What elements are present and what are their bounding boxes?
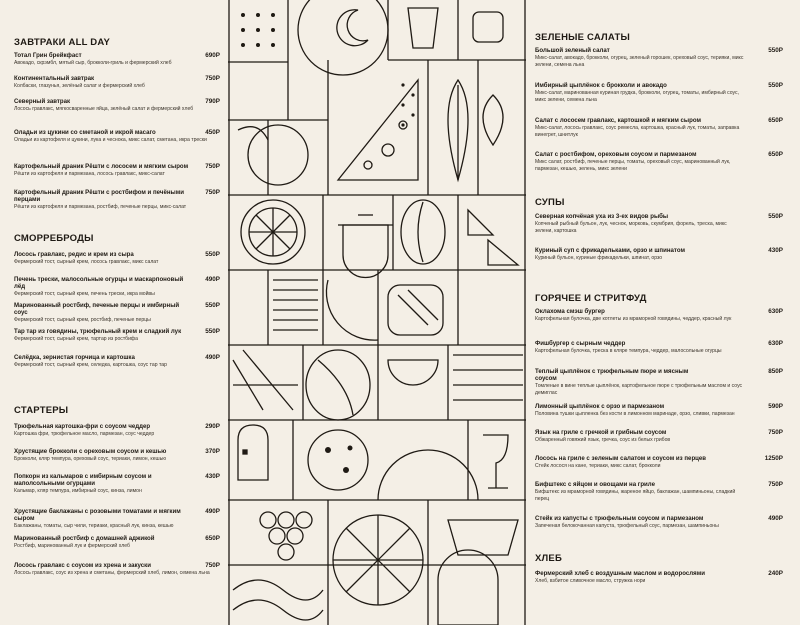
item-name: Куриный суп с фрикадельками, орзо и шпинатом [535,247,685,254]
menu-item [14,163,220,178]
menu-item [14,535,220,550]
item-description: Рёшти из картофеля и пармезана, лосось гравлакс, микс-салат [14,171,165,178]
item-description: Фермерский тост, сырный крем, селедка, картошка, соус тар тар [14,362,167,369]
item-description: Фермерский тост, сырный крем, тартар из ростбифа [14,336,138,343]
item-price: 490Р [205,276,220,283]
item-name: Северная копчёная уха из 3-ех видов рыбы [535,213,669,220]
item-name: Тотал Грин брейкфаст [14,52,82,59]
item-description: Картофельная булочка, две котлеты из мраморной говядины, чеддер, красный лук [535,316,732,323]
item-description: Бифштекс из мраморной говядины, жареное яйцо, баклажан, шампиньоны, сладкий перец [535,489,736,502]
item-description: Баклажаны, томаты, сыр чили, териаки, красный лук, кинза, кешью [14,523,174,530]
item-name: Маринованный ростбиф с домашней аджикой [14,535,155,542]
item-price: 790Р [205,98,220,105]
item-name: Хрустящие баклажаны с розовыми томатами и мягким сыром [14,508,181,523]
item-price: 490Р [205,508,220,515]
item-price: 630Р [768,308,783,315]
menu-item [14,75,220,90]
menu-item [14,129,220,144]
menu-item [14,328,220,343]
menu-item [535,455,783,470]
section-title-soups: СУПЫ [535,197,565,208]
menu-item [535,515,783,530]
menu-item [14,52,220,67]
item-name: Хрустящие брокколи с ореховым соусом и кешью [14,448,167,455]
menu-item [14,189,220,211]
menu-item [535,481,783,502]
item-price: 650Р [768,151,783,158]
item-price: 430Р [768,247,783,254]
menu-item [535,403,783,418]
item-name: Фишбургер с сырным чеддер [535,340,626,347]
item-price: 750Р [768,429,783,436]
item-description: Фермерский тост, сырный крем, ростбиф, печеные перцы [14,317,151,324]
item-description: Ростбиф, маринованный лук и фермерский хлеб [14,543,130,550]
section-title-bread: ХЛЕБ [535,553,562,564]
item-description: Обжаренный говяжий язык, гречка, соус из белых грибов [535,437,671,444]
item-price: 450Р [205,129,220,136]
section-title-smorrebrods: СМОРРЕБРОДЫ [14,233,94,244]
item-price: 1250Р [764,455,783,462]
item-name: Большой зеленый салат [535,47,610,54]
section-title-green-salads: ЗЕЛЕНЫЕ САЛАТЫ [535,32,630,43]
menu-item [535,340,783,355]
decorative-food-pattern [228,0,526,625]
item-description: Брокколи, кляр темпура, ореховый соус, териаки, лимон, кешью [14,456,167,463]
menu-item [14,508,220,530]
item-description: Запеченая белокочанная капуста, трюфельный соус, пармезан, шампиньоны [535,523,719,530]
item-name: Язык на гриле с гречкой и грибным соусом [535,429,667,436]
item-name: Попкорн из кальмаров с имбирным соусом и маполсольными огурцами [14,473,152,488]
menu-item [535,368,783,396]
item-name: Имбирный цыплёнок с брокколи и авокадо [535,82,667,89]
menu-item [14,448,220,463]
item-description: Половина тушки цыпленка без кости в лимонном маринаде, орзо, сливки, пармезан [535,411,735,418]
item-name: Теплый цыплёнок с трюфельным пюре и мясным соусом [535,368,689,383]
item-name: Тар тар из говядины, трюфельный крем и сладкий лук [14,328,182,335]
item-price: 550Р [768,213,783,220]
item-price: 290Р [205,423,220,430]
menu-item [535,213,783,234]
item-description: Лосось гравлакс, мягкосваренные яйца, зелёный салат и фермерский хлеб [14,106,194,113]
menu-item [535,570,783,585]
item-description: Томленые в вине теплые цыплёнок, картофельное пюре с трюфельным маслом и соус демиглас [535,383,743,396]
item-name: Стейк из капусты с трюфельным соусом и пармезаном [535,515,704,522]
menu-item [535,429,783,444]
item-price: 690Р [205,52,220,59]
item-name: Континентальный завтрак [14,75,95,82]
item-description: Колбаски, глазунья, зелёный салат и фермерский хлеб [14,83,145,90]
item-price: 550Р [205,302,220,309]
item-name: Бифштекс с яйцом и овощами на гриле [535,481,655,488]
item-description: Микс-салат, маринованная куриная грудка, брокколи, огурец, томаты, имбирный соус, микс зелени, семена льна [535,90,739,103]
menu-item [14,98,220,113]
item-description: Стейк лосося на кане, териаки, микс салат, брокколи [535,463,661,470]
item-price: 650Р [768,117,783,124]
item-price: 650Р [205,535,220,542]
menu-item [535,247,783,262]
item-name: Лосось на гриле с зеленым салатом и соусом из перцев [535,455,707,462]
menu-item [14,354,220,369]
item-price: 370Р [205,448,220,455]
geometric-food-line-art-pattern-icon [228,0,526,625]
item-description: Микс-салат, лосось гравлакс, соус ремесла, картошка, красный лук, томаты, заправка винегрет, шнитлук [535,125,740,138]
item-description: Картошка фри, трюфельное масло, пармезан, соус чеддер [14,431,155,438]
item-name: Лимонный цыплёнок с орзо и пармезаном [535,403,665,410]
menu-item [14,473,220,495]
item-description: Кальмар, кляр темпура, имбирный соус, кинза, лимон [14,488,142,495]
item-name: Трюфельная картошка-фри с соусом чеддер [14,423,151,430]
menu-item [535,308,783,323]
section-title-starters: СТАРТЕРЫ [14,405,69,416]
item-price: 590Р [768,403,783,410]
item-price: 750Р [205,562,220,569]
menu-item [535,82,783,103]
item-description: Оладьи из картофеля и цукини, лука и чеснока, микс салат, сметана, икра трески [14,137,207,144]
item-price: 750Р [768,481,783,488]
item-price: 750Р [205,163,220,170]
item-description: Фермерский тост, сырный крем, печень трески, икра мойвы [14,291,155,298]
item-name: Оклахома смэш бургер [535,308,605,315]
menu-item [14,302,220,324]
menu-item [535,151,783,172]
item-price: 750Р [205,189,220,196]
item-price: 550Р [205,251,220,258]
item-price: 550Р [768,47,783,54]
menu-item [535,117,783,138]
menu-item [14,562,220,577]
item-name: Печень трески, малосольные огурцы и маскарпоновый лёд [14,276,184,291]
item-description: Картофельная булочка, треска в кляре темпура, чеддер, малосольные огурцы [535,348,722,355]
item-price: 630Р [768,340,783,347]
section-title-hot-streetfood: ГОРЯЧЕЕ И СТРИТФУД [535,293,647,304]
item-price: 490Р [205,354,220,361]
item-price: 430Р [205,473,220,480]
section-title-breakfasts: ЗАВТРАКИ ALL DAY [14,37,111,48]
item-description: Рёшти из картофеля и пармезана, ростбиф, печеные перцы, микс-салат [14,204,187,211]
item-description: Авокадо, скрэмбл, мятый сыр, брокколи-гриль и фермерский хлеб [14,60,172,67]
item-price: 550Р [768,82,783,89]
item-description: Копченый рыбный бульон, лук, чеснок, морковь, скумбрия, форель, треска, микс зелени, картошка [535,221,727,234]
item-name: Лосось гравлакс, редис и крем из сыра [14,251,134,258]
item-price: 240Р [768,570,783,577]
item-name: Картофельный драник Рёшти с лососем и мягким сыром [14,163,189,170]
item-price: 750Р [205,75,220,82]
item-name: Картофельный драник Рёшти с ростбифом и печёными перцами [14,189,184,204]
menu-item [14,276,220,298]
item-name: Селёдка, зернистая горчица и картошка [14,354,135,361]
item-price: 850Р [768,368,783,375]
item-name: Северный завтрак [14,98,71,105]
item-description: Микс-салат, авокадо, брокколи, огурец, зеленый горошек, ореховый соус, терияки, микс зелени, семена льна [535,55,744,68]
item-description: Микс салат, ростбиф, печеные перцы, томаты, ореховый соус, маринованный лук, пармезан, кешью, зелень, микс зелени [535,159,731,172]
item-name: Оладьи из цукини со сметаной и икрой масаго [14,129,156,136]
item-name: Салат с ростбифом, ореховым соусом и пармезаном [535,151,697,158]
item-description: Лосось гравлакс, соус из хрена и сметаны, фермерский хлеб, лимон, семена льна [14,570,210,577]
item-price: 490Р [768,515,783,522]
item-description: Фермерский тост, сырный крем, лосось гравлакс, микс салат [14,259,159,266]
menu-item [535,47,783,68]
item-name: Лосось гравлакс с соусом из хрена и закуски [14,562,151,569]
menu-item [14,251,220,266]
item-name: Фермерский хлеб с воздушным маслом и водорослями [535,570,705,577]
item-description: Куриный бульон, куриные фрикадельки, шпинат, орзо [535,255,663,262]
item-name: Салат с лососем гравлакс, картошкой и мягким сыром [535,117,701,124]
menu-item [14,423,220,438]
item-price: 550Р [205,328,220,335]
item-description: Хлеб, взбитое сливочное масло, стружка нори [535,578,646,585]
item-name: Маринованный ростбиф, печеные перцы и имбирный соус [14,302,180,317]
